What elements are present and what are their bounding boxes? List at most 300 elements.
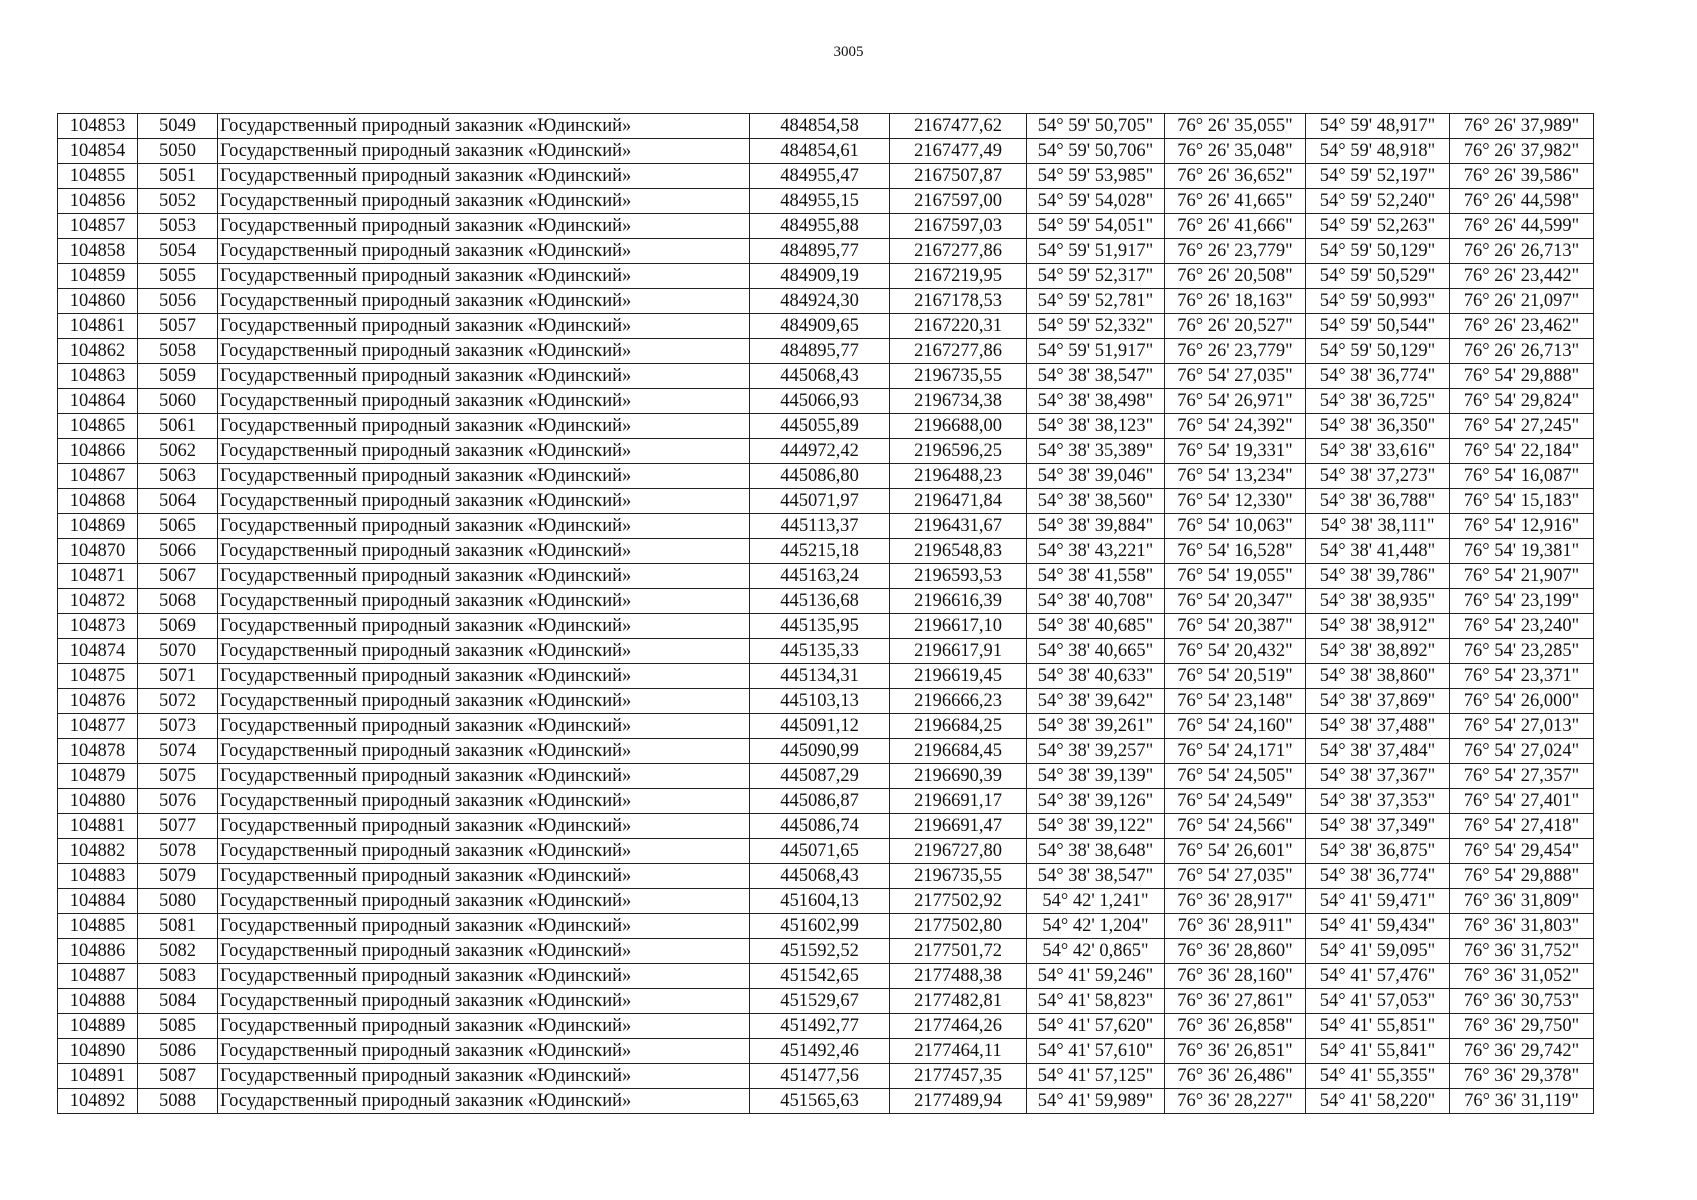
cell-reserve-name: Государственный природный заказник «Юдинский» bbox=[218, 689, 750, 714]
table-row bbox=[58, 839, 1594, 864]
cell-longitude-b: 76° 54' 27,245" bbox=[1450, 414, 1594, 439]
cell-longitude-b: 76° 36' 29,750" bbox=[1450, 1014, 1594, 1039]
cell-row-id: 104861 bbox=[58, 314, 138, 339]
cell-latitude-a: 54° 41' 57,610" bbox=[1027, 1039, 1165, 1064]
cell-longitude-b: 76° 36' 31,052" bbox=[1450, 964, 1594, 989]
cell-point-number: 5081 bbox=[138, 914, 218, 939]
cell-row-id: 104853 bbox=[58, 114, 138, 139]
cell-longitude-a: 76° 54' 27,035" bbox=[1165, 864, 1306, 889]
cell-longitude-b: 76° 54' 22,184" bbox=[1450, 439, 1594, 464]
cell-longitude-a: 76° 54' 26,601" bbox=[1165, 839, 1306, 864]
cell-row-id: 104860 bbox=[58, 289, 138, 314]
cell-latitude-a: 54° 38' 38,560" bbox=[1027, 489, 1165, 514]
cell-point-number: 5058 bbox=[138, 339, 218, 364]
cell-coord-y: 2196488,23 bbox=[890, 464, 1027, 489]
table-row bbox=[58, 939, 1594, 964]
cell-longitude-a: 76° 54' 23,148" bbox=[1165, 689, 1306, 714]
cell-longitude-a: 76° 36' 26,858" bbox=[1165, 1014, 1306, 1039]
cell-coord-y: 2196431,67 bbox=[890, 514, 1027, 539]
cell-longitude-a: 76° 26' 41,665" bbox=[1165, 189, 1306, 214]
cell-latitude-b: 54° 59' 52,240" bbox=[1306, 189, 1450, 214]
cell-latitude-b: 54° 41' 55,841" bbox=[1306, 1039, 1450, 1064]
cell-latitude-a: 54° 38' 39,257" bbox=[1027, 739, 1165, 764]
cell-longitude-b: 76° 36' 31,752" bbox=[1450, 939, 1594, 964]
cell-reserve-name: Государственный природный заказник «Юдинский» bbox=[218, 1014, 750, 1039]
cell-row-id: 104855 bbox=[58, 164, 138, 189]
cell-coord-y: 2167477,49 bbox=[890, 139, 1027, 164]
cell-latitude-a: 54° 38' 40,633" bbox=[1027, 664, 1165, 689]
cell-longitude-b: 76° 54' 21,907" bbox=[1450, 564, 1594, 589]
cell-point-number: 5065 bbox=[138, 514, 218, 539]
cell-reserve-name: Государственный природный заказник «Юдинский» bbox=[218, 1064, 750, 1089]
cell-coord-y: 2177501,72 bbox=[890, 939, 1027, 964]
cell-coord-x: 445086,80 bbox=[750, 464, 890, 489]
cell-latitude-b: 54° 38' 38,860" bbox=[1306, 664, 1450, 689]
cell-longitude-b: 76° 54' 26,000" bbox=[1450, 689, 1594, 714]
table-row bbox=[58, 489, 1594, 514]
cell-point-number: 5049 bbox=[138, 114, 218, 139]
cell-row-id: 104865 bbox=[58, 414, 138, 439]
cell-point-number: 5076 bbox=[138, 789, 218, 814]
cell-coord-x: 484955,88 bbox=[750, 214, 890, 239]
table-row bbox=[58, 689, 1594, 714]
cell-longitude-a: 76° 54' 10,063" bbox=[1165, 514, 1306, 539]
cell-latitude-b: 54° 59' 52,197" bbox=[1306, 164, 1450, 189]
cell-reserve-name: Государственный природный заказник «Юдинский» bbox=[218, 414, 750, 439]
cell-reserve-name: Государственный природный заказник «Юдинский» bbox=[218, 964, 750, 989]
cell-latitude-b: 54° 38' 38,892" bbox=[1306, 639, 1450, 664]
cell-longitude-b: 76° 26' 23,462" bbox=[1450, 314, 1594, 339]
cell-row-id: 104876 bbox=[58, 689, 138, 714]
cell-latitude-a: 54° 38' 38,123" bbox=[1027, 414, 1165, 439]
cell-reserve-name: Государственный природный заказник «Юдинский» bbox=[218, 364, 750, 389]
table-row bbox=[58, 814, 1594, 839]
cell-coord-x: 451565,63 bbox=[750, 1089, 890, 1114]
cell-coord-y: 2177464,26 bbox=[890, 1014, 1027, 1039]
cell-latitude-b: 54° 41' 57,476" bbox=[1306, 964, 1450, 989]
cell-point-number: 5052 bbox=[138, 189, 218, 214]
cell-reserve-name: Государственный природный заказник «Юдинский» bbox=[218, 839, 750, 864]
cell-latitude-a: 54° 38' 38,547" bbox=[1027, 864, 1165, 889]
cell-latitude-b: 54° 38' 36,774" bbox=[1306, 364, 1450, 389]
table-row bbox=[58, 264, 1594, 289]
cell-longitude-b: 76° 54' 23,199" bbox=[1450, 589, 1594, 614]
cell-reserve-name: Государственный природный заказник «Юдинский» bbox=[218, 989, 750, 1014]
cell-row-id: 104856 bbox=[58, 189, 138, 214]
cell-longitude-b: 76° 26' 21,097" bbox=[1450, 289, 1594, 314]
cell-longitude-b: 76° 54' 27,024" bbox=[1450, 739, 1594, 764]
cell-latitude-a: 54° 59' 53,985" bbox=[1027, 164, 1165, 189]
cell-coord-y: 2167597,00 bbox=[890, 189, 1027, 214]
table-row bbox=[58, 514, 1594, 539]
cell-longitude-a: 76° 26' 23,779" bbox=[1165, 339, 1306, 364]
cell-coord-y: 2177489,94 bbox=[890, 1089, 1027, 1114]
cell-longitude-b: 76° 36' 29,378" bbox=[1450, 1064, 1594, 1089]
cell-row-id: 104879 bbox=[58, 764, 138, 789]
cell-longitude-b: 76° 36' 31,803" bbox=[1450, 914, 1594, 939]
cell-coord-y: 2196735,55 bbox=[890, 364, 1027, 389]
cell-latitude-a: 54° 38' 39,122" bbox=[1027, 814, 1165, 839]
cell-row-id: 104870 bbox=[58, 539, 138, 564]
cell-coord-x: 445103,13 bbox=[750, 689, 890, 714]
cell-longitude-b: 76° 54' 23,285" bbox=[1450, 639, 1594, 664]
cell-longitude-a: 76° 54' 24,505" bbox=[1165, 764, 1306, 789]
cell-longitude-a: 76° 26' 35,048" bbox=[1165, 139, 1306, 164]
table-row bbox=[58, 114, 1594, 139]
cell-reserve-name: Государственный природный заказник «Юдинский» bbox=[218, 614, 750, 639]
cell-coord-x: 445113,37 bbox=[750, 514, 890, 539]
cell-latitude-a: 54° 38' 39,261" bbox=[1027, 714, 1165, 739]
cell-coord-y: 2177457,35 bbox=[890, 1064, 1027, 1089]
cell-coord-x: 445071,65 bbox=[750, 839, 890, 864]
cell-longitude-a: 76° 36' 26,486" bbox=[1165, 1064, 1306, 1089]
cell-latitude-a: 54° 41' 59,246" bbox=[1027, 964, 1165, 989]
table-row bbox=[58, 764, 1594, 789]
cell-longitude-a: 76° 36' 28,227" bbox=[1165, 1089, 1306, 1114]
cell-point-number: 5080 bbox=[138, 889, 218, 914]
cell-reserve-name: Государственный природный заказник «Юдинский» bbox=[218, 439, 750, 464]
cell-row-id: 104862 bbox=[58, 339, 138, 364]
table-row bbox=[58, 364, 1594, 389]
cell-reserve-name: Государственный природный заказник «Юдинский» bbox=[218, 264, 750, 289]
cell-coord-y: 2196734,38 bbox=[890, 389, 1027, 414]
cell-coord-y: 2167597,03 bbox=[890, 214, 1027, 239]
cell-coord-x: 445086,74 bbox=[750, 814, 890, 839]
cell-point-number: 5073 bbox=[138, 714, 218, 739]
cell-coord-x: 445090,99 bbox=[750, 739, 890, 764]
cell-coord-x: 445066,93 bbox=[750, 389, 890, 414]
cell-latitude-b: 54° 38' 37,349" bbox=[1306, 814, 1450, 839]
cell-reserve-name: Государственный природный заказник «Юдинский» bbox=[218, 639, 750, 664]
cell-longitude-b: 76° 54' 27,418" bbox=[1450, 814, 1594, 839]
cell-coord-y: 2177482,81 bbox=[890, 989, 1027, 1014]
cell-point-number: 5077 bbox=[138, 814, 218, 839]
cell-latitude-b: 54° 41' 59,434" bbox=[1306, 914, 1450, 939]
cell-row-id: 104881 bbox=[58, 814, 138, 839]
cell-latitude-b: 54° 59' 50,993" bbox=[1306, 289, 1450, 314]
table-row bbox=[58, 164, 1594, 189]
cell-coord-y: 2167178,53 bbox=[890, 289, 1027, 314]
cell-longitude-a: 76° 54' 24,549" bbox=[1165, 789, 1306, 814]
cell-latitude-a: 54° 38' 35,389" bbox=[1027, 439, 1165, 464]
cell-point-number: 5079 bbox=[138, 864, 218, 889]
cell-coord-x: 484909,19 bbox=[750, 264, 890, 289]
cell-latitude-b: 54° 59' 48,917" bbox=[1306, 114, 1450, 139]
cell-longitude-a: 76° 26' 18,163" bbox=[1165, 289, 1306, 314]
cell-point-number: 5078 bbox=[138, 839, 218, 864]
cell-point-number: 5050 bbox=[138, 139, 218, 164]
cell-coord-y: 2196727,80 bbox=[890, 839, 1027, 864]
cell-coord-x: 451542,65 bbox=[750, 964, 890, 989]
cell-point-number: 5069 bbox=[138, 614, 218, 639]
cell-longitude-b: 76° 36' 31,809" bbox=[1450, 889, 1594, 914]
cell-point-number: 5055 bbox=[138, 264, 218, 289]
cell-coord-x: 451604,13 bbox=[750, 889, 890, 914]
cell-coord-y: 2196617,91 bbox=[890, 639, 1027, 664]
cell-latitude-a: 54° 38' 38,498" bbox=[1027, 389, 1165, 414]
cell-latitude-b: 54° 38' 41,448" bbox=[1306, 539, 1450, 564]
cell-coord-y: 2196596,25 bbox=[890, 439, 1027, 464]
cell-coord-y: 2196690,39 bbox=[890, 764, 1027, 789]
cell-longitude-a: 76° 54' 26,971" bbox=[1165, 389, 1306, 414]
cell-latitude-b: 54° 41' 58,220" bbox=[1306, 1089, 1450, 1114]
cell-point-number: 5088 bbox=[138, 1089, 218, 1114]
cell-latitude-a: 54° 38' 40,685" bbox=[1027, 614, 1165, 639]
cell-longitude-a: 76° 36' 28,160" bbox=[1165, 964, 1306, 989]
cell-latitude-b: 54° 38' 36,875" bbox=[1306, 839, 1450, 864]
cell-longitude-a: 76° 26' 20,527" bbox=[1165, 314, 1306, 339]
cell-latitude-a: 54° 59' 51,917" bbox=[1027, 239, 1165, 264]
cell-coord-y: 2196616,39 bbox=[890, 589, 1027, 614]
cell-longitude-a: 76° 36' 28,860" bbox=[1165, 939, 1306, 964]
cell-reserve-name: Государственный природный заказник «Юдинский» bbox=[218, 789, 750, 814]
cell-longitude-b: 76° 54' 29,888" bbox=[1450, 864, 1594, 889]
table-row bbox=[58, 889, 1594, 914]
cell-row-id: 104868 bbox=[58, 489, 138, 514]
cell-reserve-name: Государственный природный заказник «Юдинский» bbox=[218, 589, 750, 614]
cell-latitude-a: 54° 41' 58,823" bbox=[1027, 989, 1165, 1014]
cell-reserve-name: Государственный природный заказник «Юдинский» bbox=[218, 114, 750, 139]
cell-row-id: 104891 bbox=[58, 1064, 138, 1089]
cell-latitude-a: 54° 38' 41,558" bbox=[1027, 564, 1165, 589]
cell-latitude-b: 54° 59' 50,129" bbox=[1306, 339, 1450, 364]
cell-coord-y: 2196735,55 bbox=[890, 864, 1027, 889]
cell-longitude-b: 76° 54' 27,357" bbox=[1450, 764, 1594, 789]
cell-latitude-b: 54° 59' 50,544" bbox=[1306, 314, 1450, 339]
cell-latitude-b: 54° 59' 48,918" bbox=[1306, 139, 1450, 164]
cell-coord-x: 484924,30 bbox=[750, 289, 890, 314]
cell-coord-y: 2196688,00 bbox=[890, 414, 1027, 439]
cell-longitude-b: 76° 54' 19,381" bbox=[1450, 539, 1594, 564]
cell-longitude-b: 76° 26' 39,586" bbox=[1450, 164, 1594, 189]
cell-coord-y: 2177502,80 bbox=[890, 914, 1027, 939]
cell-coord-x: 445135,95 bbox=[750, 614, 890, 639]
cell-latitude-b: 54° 38' 38,111" bbox=[1306, 514, 1450, 539]
cell-reserve-name: Государственный природный заказник «Юдинский» bbox=[218, 239, 750, 264]
cell-coord-x: 484955,47 bbox=[750, 164, 890, 189]
table-row bbox=[58, 239, 1594, 264]
cell-latitude-a: 54° 41' 57,620" bbox=[1027, 1014, 1165, 1039]
cell-reserve-name: Государственный природный заказник «Юдинский» bbox=[218, 164, 750, 189]
table-row bbox=[58, 564, 1594, 589]
cell-latitude-b: 54° 38' 38,912" bbox=[1306, 614, 1450, 639]
cell-longitude-a: 76° 26' 35,055" bbox=[1165, 114, 1306, 139]
cell-longitude-a: 76° 54' 19,331" bbox=[1165, 439, 1306, 464]
table-row bbox=[58, 414, 1594, 439]
cell-row-id: 104873 bbox=[58, 614, 138, 639]
cell-coord-x: 451529,67 bbox=[750, 989, 890, 1014]
cell-point-number: 5061 bbox=[138, 414, 218, 439]
cell-reserve-name: Государственный природный заказник «Юдинский» bbox=[218, 739, 750, 764]
cell-row-id: 104874 bbox=[58, 639, 138, 664]
cell-reserve-name: Государственный природный заказник «Юдинский» bbox=[218, 214, 750, 239]
table-row bbox=[58, 739, 1594, 764]
cell-point-number: 5070 bbox=[138, 639, 218, 664]
cell-reserve-name: Государственный природный заказник «Юдинский» bbox=[218, 464, 750, 489]
cell-coord-x: 451592,52 bbox=[750, 939, 890, 964]
cell-coord-x: 445068,43 bbox=[750, 364, 890, 389]
cell-latitude-a: 54° 59' 51,917" bbox=[1027, 339, 1165, 364]
cell-latitude-a: 54° 38' 39,046" bbox=[1027, 464, 1165, 489]
cell-latitude-a: 54° 38' 38,648" bbox=[1027, 839, 1165, 864]
table-row bbox=[58, 289, 1594, 314]
cell-row-id: 104892 bbox=[58, 1089, 138, 1114]
cell-latitude-a: 54° 38' 38,547" bbox=[1027, 364, 1165, 389]
cell-longitude-a: 76° 54' 24,171" bbox=[1165, 739, 1306, 764]
table-row bbox=[58, 189, 1594, 214]
cell-longitude-b: 76° 26' 44,598" bbox=[1450, 189, 1594, 214]
cell-latitude-a: 54° 59' 50,705" bbox=[1027, 114, 1165, 139]
cell-point-number: 5063 bbox=[138, 464, 218, 489]
cell-reserve-name: Государственный природный заказник «Юдинский» bbox=[218, 389, 750, 414]
cell-latitude-b: 54° 38' 37,273" bbox=[1306, 464, 1450, 489]
cell-coord-x: 445135,33 bbox=[750, 639, 890, 664]
cell-longitude-a: 76° 54' 20,347" bbox=[1165, 589, 1306, 614]
cell-row-id: 104882 bbox=[58, 839, 138, 864]
cell-coord-x: 484909,65 bbox=[750, 314, 890, 339]
cell-coord-x: 445136,68 bbox=[750, 589, 890, 614]
cell-row-id: 104880 bbox=[58, 789, 138, 814]
cell-reserve-name: Государственный природный заказник «Юдинский» bbox=[218, 939, 750, 964]
cell-coord-y: 2196619,45 bbox=[890, 664, 1027, 689]
cell-latitude-a: 54° 38' 39,126" bbox=[1027, 789, 1165, 814]
cell-coord-y: 2167220,31 bbox=[890, 314, 1027, 339]
table-row bbox=[58, 1089, 1594, 1114]
cell-coord-x: 451492,77 bbox=[750, 1014, 890, 1039]
cell-coord-y: 2196471,84 bbox=[890, 489, 1027, 514]
cell-point-number: 5060 bbox=[138, 389, 218, 414]
table-row bbox=[58, 614, 1594, 639]
table-row bbox=[58, 714, 1594, 739]
cell-point-number: 5085 bbox=[138, 1014, 218, 1039]
cell-row-id: 104878 bbox=[58, 739, 138, 764]
table-row bbox=[58, 914, 1594, 939]
cell-reserve-name: Государственный природный заказник «Юдинский» bbox=[218, 814, 750, 839]
cell-latitude-b: 54° 38' 37,488" bbox=[1306, 714, 1450, 739]
cell-latitude-b: 54° 38' 37,484" bbox=[1306, 739, 1450, 764]
cell-reserve-name: Государственный природный заказник «Юдинский» bbox=[218, 664, 750, 689]
cell-latitude-b: 54° 41' 57,053" bbox=[1306, 989, 1450, 1014]
cell-longitude-a: 76° 26' 36,652" bbox=[1165, 164, 1306, 189]
table-row bbox=[58, 1039, 1594, 1064]
cell-coord-x: 444972,42 bbox=[750, 439, 890, 464]
cell-row-id: 104885 bbox=[58, 914, 138, 939]
cell-longitude-a: 76° 36' 26,851" bbox=[1165, 1039, 1306, 1064]
cell-latitude-b: 54° 59' 50,529" bbox=[1306, 264, 1450, 289]
cell-coord-y: 2167507,87 bbox=[890, 164, 1027, 189]
cell-coord-y: 2196691,47 bbox=[890, 814, 1027, 839]
cell-point-number: 5054 bbox=[138, 239, 218, 264]
cell-latitude-a: 54° 38' 39,642" bbox=[1027, 689, 1165, 714]
cell-row-id: 104867 bbox=[58, 464, 138, 489]
cell-longitude-b: 76° 54' 16,087" bbox=[1450, 464, 1594, 489]
cell-latitude-a: 54° 38' 43,221" bbox=[1027, 539, 1165, 564]
cell-point-number: 5082 bbox=[138, 939, 218, 964]
cell-row-id: 104889 bbox=[58, 1014, 138, 1039]
cell-coord-x: 484854,58 bbox=[750, 114, 890, 139]
cell-reserve-name: Государственный природный заказник «Юдинский» bbox=[218, 1039, 750, 1064]
table-body bbox=[58, 114, 1594, 1114]
cell-coord-x: 445071,97 bbox=[750, 489, 890, 514]
cell-reserve-name: Государственный природный заказник «Юдинский» bbox=[218, 489, 750, 514]
cell-longitude-b: 76° 26' 26,713" bbox=[1450, 239, 1594, 264]
cell-coord-x: 445068,43 bbox=[750, 864, 890, 889]
table-row bbox=[58, 589, 1594, 614]
cell-longitude-b: 76° 54' 15,183" bbox=[1450, 489, 1594, 514]
cell-coord-y: 2167277,86 bbox=[890, 239, 1027, 264]
cell-point-number: 5057 bbox=[138, 314, 218, 339]
cell-point-number: 5064 bbox=[138, 489, 218, 514]
cell-reserve-name: Государственный природный заказник «Юдинский» bbox=[218, 139, 750, 164]
table-row bbox=[58, 639, 1594, 664]
cell-reserve-name: Государственный природный заказник «Юдинский» bbox=[218, 864, 750, 889]
cell-coord-x: 484854,61 bbox=[750, 139, 890, 164]
cell-coord-x: 451492,46 bbox=[750, 1039, 890, 1064]
cell-longitude-a: 76° 54' 24,160" bbox=[1165, 714, 1306, 739]
cell-coord-x: 445086,87 bbox=[750, 789, 890, 814]
table-row bbox=[58, 664, 1594, 689]
cell-longitude-b: 76° 54' 27,013" bbox=[1450, 714, 1594, 739]
cell-longitude-b: 76° 26' 26,713" bbox=[1450, 339, 1594, 364]
cell-longitude-a: 76° 26' 23,779" bbox=[1165, 239, 1306, 264]
cell-reserve-name: Государственный природный заказник «Юдинский» bbox=[218, 714, 750, 739]
cell-longitude-b: 76° 54' 27,401" bbox=[1450, 789, 1594, 814]
cell-row-id: 104866 bbox=[58, 439, 138, 464]
cell-point-number: 5075 bbox=[138, 764, 218, 789]
cell-coord-x: 445087,29 bbox=[750, 764, 890, 789]
cell-point-number: 5068 bbox=[138, 589, 218, 614]
cell-latitude-a: 54° 59' 54,028" bbox=[1027, 189, 1165, 214]
cell-latitude-b: 54° 41' 55,851" bbox=[1306, 1014, 1450, 1039]
cell-latitude-a: 54° 59' 52,317" bbox=[1027, 264, 1165, 289]
cell-coord-x: 445055,89 bbox=[750, 414, 890, 439]
cell-reserve-name: Государственный природный заказник «Юдинский» bbox=[218, 1089, 750, 1114]
cell-row-id: 104890 bbox=[58, 1039, 138, 1064]
cell-latitude-b: 54° 38' 37,353" bbox=[1306, 789, 1450, 814]
cell-reserve-name: Государственный природный заказник «Юдинский» bbox=[218, 564, 750, 589]
table-row bbox=[58, 539, 1594, 564]
cell-reserve-name: Государственный природный заказник «Юдинский» bbox=[218, 289, 750, 314]
cell-longitude-b: 76° 26' 44,599" bbox=[1450, 214, 1594, 239]
cell-longitude-b: 76° 54' 29,888" bbox=[1450, 364, 1594, 389]
cell-reserve-name: Государственный природный заказник «Юдинский» bbox=[218, 914, 750, 939]
cell-point-number: 5056 bbox=[138, 289, 218, 314]
cell-row-id: 104884 bbox=[58, 889, 138, 914]
cell-longitude-a: 76° 54' 12,330" bbox=[1165, 489, 1306, 514]
cell-coord-x: 484895,77 bbox=[750, 339, 890, 364]
cell-coord-x: 484895,77 bbox=[750, 239, 890, 264]
cell-reserve-name: Государственный природный заказник «Юдинский» bbox=[218, 514, 750, 539]
cell-row-id: 104869 bbox=[58, 514, 138, 539]
cell-longitude-a: 76° 36' 28,917" bbox=[1165, 889, 1306, 914]
cell-reserve-name: Государственный природный заказник «Юдинский» bbox=[218, 764, 750, 789]
cell-point-number: 5072 bbox=[138, 689, 218, 714]
cell-coord-y: 2196617,10 bbox=[890, 614, 1027, 639]
cell-latitude-b: 54° 38' 36,350" bbox=[1306, 414, 1450, 439]
cell-coord-y: 2196684,25 bbox=[890, 714, 1027, 739]
cell-coord-y: 2167477,62 bbox=[890, 114, 1027, 139]
cell-latitude-a: 54° 38' 40,665" bbox=[1027, 639, 1165, 664]
cell-latitude-a: 54° 42' 0,865" bbox=[1027, 939, 1165, 964]
cell-latitude-a: 54° 42' 1,241" bbox=[1027, 889, 1165, 914]
cell-longitude-a: 76° 26' 20,508" bbox=[1165, 264, 1306, 289]
cell-longitude-a: 76° 36' 28,911" bbox=[1165, 914, 1306, 939]
cell-latitude-a: 54° 41' 57,125" bbox=[1027, 1064, 1165, 1089]
cell-longitude-a: 76° 54' 27,035" bbox=[1165, 364, 1306, 389]
cell-longitude-a: 76° 54' 16,528" bbox=[1165, 539, 1306, 564]
cell-longitude-b: 76° 26' 37,982" bbox=[1450, 139, 1594, 164]
table-row bbox=[58, 139, 1594, 164]
